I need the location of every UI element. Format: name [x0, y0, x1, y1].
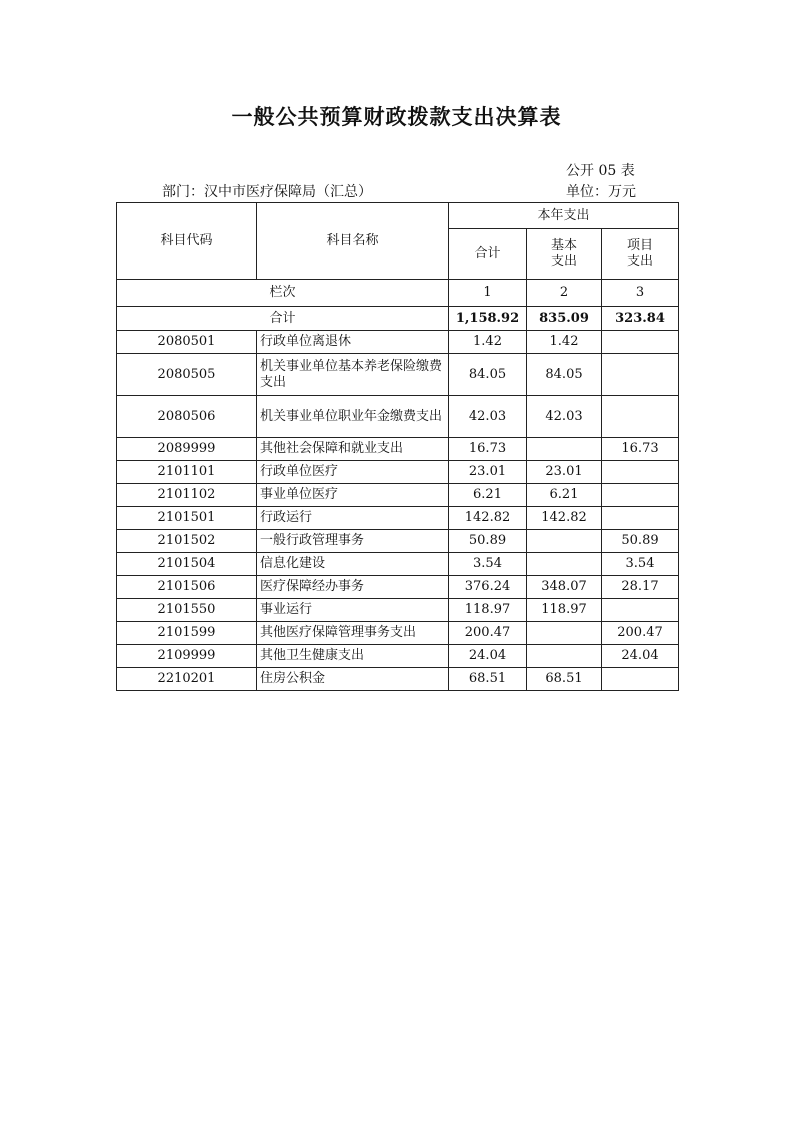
- total-cell: 16.73: [449, 438, 527, 461]
- subject-code-cell: 2089999: [117, 438, 257, 461]
- subject-name-cell: 行政运行: [257, 507, 449, 530]
- subject-code-cell: 2101501: [117, 507, 257, 530]
- column-index-label: 栏次: [117, 280, 449, 307]
- header-basic: 基本 支出: [527, 229, 602, 280]
- page-title: 一般公共预算财政拨款支出决算表: [231, 104, 562, 129]
- table-row: [117, 507, 679, 530]
- subject-name-cell: 机关事业单位基本养老保险缴费支出: [257, 354, 449, 396]
- table-row: [117, 599, 679, 622]
- project-cell: [602, 668, 679, 691]
- total-cell: 3.54: [449, 553, 527, 576]
- basic-cell: [527, 438, 602, 461]
- table-row: [117, 438, 679, 461]
- subject-code-cell: 2101101: [117, 461, 257, 484]
- column-index-basic: 2: [527, 280, 602, 307]
- header-name: 科目名称: [257, 203, 449, 280]
- project-cell: [602, 396, 679, 438]
- basic-cell: 118.97: [527, 599, 602, 622]
- total-cell: 1.42: [449, 331, 527, 354]
- column-index-row: [117, 280, 679, 307]
- total-cell: 200.47: [449, 622, 527, 645]
- total-cell: 84.05: [449, 354, 527, 396]
- expenditure-table: [116, 202, 679, 691]
- basic-cell: [527, 645, 602, 668]
- total-cell: 142.82: [449, 507, 527, 530]
- table-row: [117, 668, 679, 691]
- subject-code-cell: 2080506: [117, 396, 257, 438]
- subject-code-cell: 2101504: [117, 553, 257, 576]
- project-cell: 24.04: [602, 645, 679, 668]
- subject-code-cell: 2101550: [117, 599, 257, 622]
- subject-name-cell: 住房公积金: [257, 668, 449, 691]
- basic-cell: 142.82: [527, 507, 602, 530]
- basic-cell: 68.51: [527, 668, 602, 691]
- subject-name-cell: 事业运行: [257, 599, 449, 622]
- basic-cell: 348.07: [527, 576, 602, 599]
- project-cell: [602, 507, 679, 530]
- table-row: [117, 576, 679, 599]
- subject-name-cell: 行政单位离退休: [257, 331, 449, 354]
- header-project: 项目 支出: [602, 229, 679, 280]
- column-index-project: 3: [602, 280, 679, 307]
- project-cell: 16.73: [602, 438, 679, 461]
- table-row: [117, 461, 679, 484]
- project-cell: [602, 599, 679, 622]
- sum-basic: 835.09: [527, 307, 602, 331]
- header-code: 科目代码: [117, 203, 257, 280]
- project-cell: [602, 331, 679, 354]
- subject-name-cell: 其他社会保障和就业支出: [257, 438, 449, 461]
- form-number: 公开 05 表: [566, 163, 635, 179]
- subject-code-cell: 2210201: [117, 668, 257, 691]
- subject-name-cell: 一般行政管理事务: [257, 530, 449, 553]
- subject-code-cell: 2101102: [117, 484, 257, 507]
- subject-name-cell: 信息化建设: [257, 553, 449, 576]
- table-row: [117, 331, 679, 354]
- basic-cell: 84.05: [527, 354, 602, 396]
- subject-name-cell: 医疗保障经办事务: [257, 576, 449, 599]
- total-cell: 118.97: [449, 599, 527, 622]
- table-row: [117, 622, 679, 645]
- basic-cell: [527, 530, 602, 553]
- sum-project: 323.84: [602, 307, 679, 331]
- table-row: [117, 553, 679, 576]
- unit-label: 单位：万元: [566, 184, 636, 200]
- subject-code-cell: 2080501: [117, 331, 257, 354]
- subject-name-cell: 其他医疗保障管理事务支出: [257, 622, 449, 645]
- project-cell: 3.54: [602, 553, 679, 576]
- total-cell: 50.89: [449, 530, 527, 553]
- subject-name-cell: 事业单位医疗: [257, 484, 449, 507]
- total-cell: 68.51: [449, 668, 527, 691]
- total-cell: 23.01: [449, 461, 527, 484]
- sum-label: 合计: [117, 307, 449, 331]
- project-cell: 200.47: [602, 622, 679, 645]
- header-current-year-expenditure: 本年支出: [449, 203, 679, 229]
- total-cell: 376.24: [449, 576, 527, 599]
- basic-cell: 1.42: [527, 331, 602, 354]
- table-row: [117, 530, 679, 553]
- subject-code-cell: 2101506: [117, 576, 257, 599]
- sum-row: [117, 307, 679, 331]
- sum-total: 1,158.92: [449, 307, 527, 331]
- table-row: [117, 484, 679, 507]
- header-total: 合计: [449, 229, 527, 280]
- subject-code-cell: 2080505: [117, 354, 257, 396]
- basic-cell: [527, 553, 602, 576]
- basic-cell: [527, 622, 602, 645]
- project-cell: 50.89: [602, 530, 679, 553]
- table-row: [117, 396, 679, 438]
- subject-name-cell: 其他卫生健康支出: [257, 645, 449, 668]
- table-row: [117, 354, 679, 396]
- project-cell: 28.17: [602, 576, 679, 599]
- project-cell: [602, 354, 679, 396]
- project-cell: [602, 461, 679, 484]
- header-row-1: [117, 203, 679, 229]
- subject-code-cell: 2101599: [117, 622, 257, 645]
- subject-code-cell: 2101502: [117, 530, 257, 553]
- subject-code-cell: 2109999: [117, 645, 257, 668]
- subject-name-cell: 机关事业单位职业年金缴费支出: [257, 396, 449, 438]
- total-cell: 6.21: [449, 484, 527, 507]
- total-cell: 42.03: [449, 396, 527, 438]
- subject-name-cell: 行政单位医疗: [257, 461, 449, 484]
- total-cell: 24.04: [449, 645, 527, 668]
- basic-cell: 23.01: [527, 461, 602, 484]
- basic-cell: 6.21: [527, 484, 602, 507]
- basic-cell: 42.03: [527, 396, 602, 438]
- department-label: 部门：汉中市医疗保障局（汇总）: [162, 184, 372, 200]
- column-index-total: 1: [449, 280, 527, 307]
- project-cell: [602, 484, 679, 507]
- table-row: [117, 645, 679, 668]
